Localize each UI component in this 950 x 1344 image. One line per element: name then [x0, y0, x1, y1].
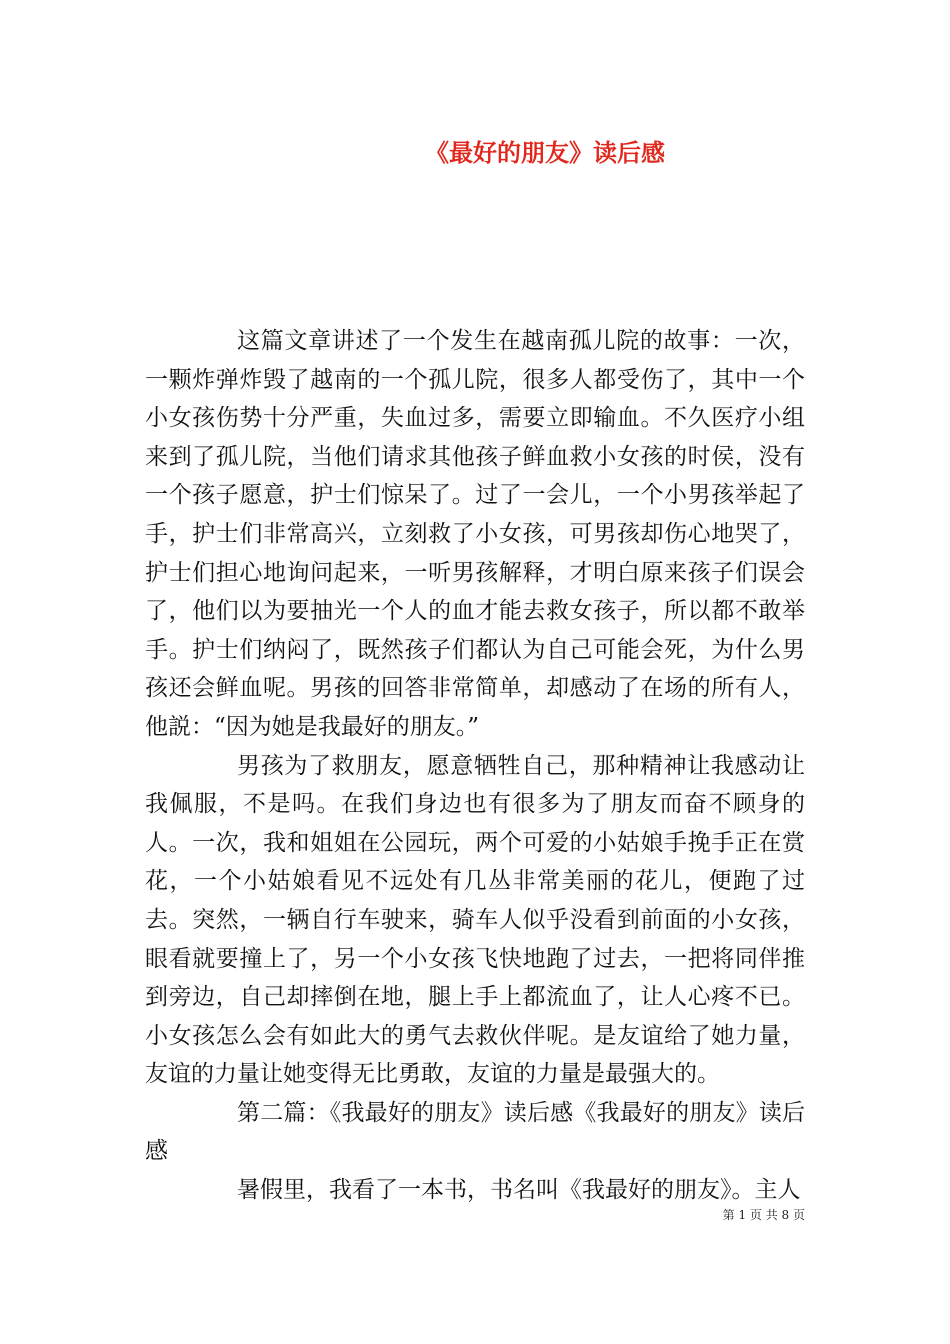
paragraph-2: 男孩为了救朋友，愿意牺牲自己，那种精神让我感动让我佩服，不是吗。在我们身边也有很多为了朋友而奋不顾身的人。一次，我和姐姐在公园玩，两个可爱的小姑娘手挽手正在赏花，一个小姑娘看见不远处有几丛非常美丽的花儿，便跑了过去。突然，一辆自行车驶来，骑车人似乎没看到前面的小女孩，眼看就要撞上了，另一个小女孩飞快地跑了过去，一把将同伴推到旁边，自己却摔倒在地，腿上手上都流血了，让人心疼不已。小女孩怎么会有如此大的勇气去救伙伴呢。是友谊给了她力量，友谊的力量让她变得无比勇敢，友谊的力量是最强大的。 — [145, 752, 805, 1088]
document-body — [145, 322, 805, 1210]
page-number: 第 1 页 共 8 页 — [722, 1208, 805, 1222]
paragraph-1: 这篇文章讲述了一个发生在越南孤儿院的故事：一次，一颗炸弹炸毁了越南的一个孤儿院，很多人都受伤了，其中一个小女孩伤势十分严重，失血过多，需要立即输血。不久医疗小组来到了孤儿院，当他们请求其他孩子鲜血救小女孩的时侯，没有一个孩子愿意，护士们惊呆了。过了一会儿，一个小男孩举起了手，护士们非常高兴，立刻救了小女孩，可男孩却伤心地哭了，护士们担心地询问起来，一听男孩解释，才明白原来孩子们误会了，他们以为要抽光一个人的血才能去救女孩子，所以都不敢举手。护士们纳闷了，既然孩子们都认为自己可能会死，为什么男孩还会鲜血呢。男孩的回答非常简单，却感动了在场的所有人，他説：“因为她是我最好的朋友。” — [145, 328, 805, 740]
paragraph-4: 暑假里，我看了一本书，书名叫《我最好的朋友》。主人 — [237, 1177, 801, 1204]
paragraph-3-section-heading: 第二篇：《我最好的朋友》读后感《我最好的朋友》读后感 — [145, 1099, 805, 1165]
document-title: 《最好的朋友》读后感 — [425, 138, 665, 167]
